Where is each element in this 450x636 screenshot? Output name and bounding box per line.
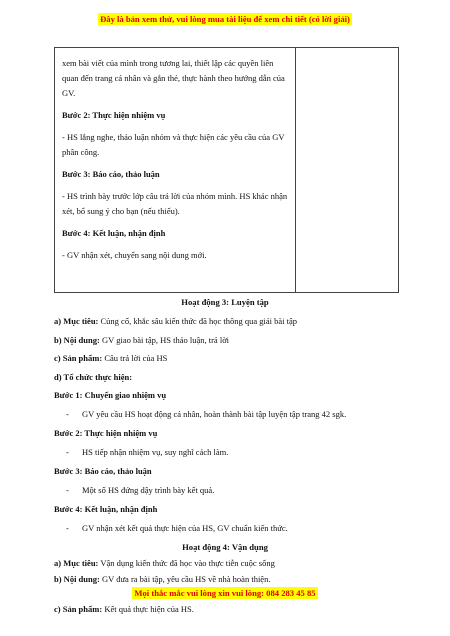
table-paragraph-1: xem bài viết của mình trong tương lai, thiết lập các quyền liên quan đến trang cá nhân và gắn thẻ, thực hành theo hướng dẫn của GV. xyxy=(62,58,285,98)
step-3-bullet: - xyxy=(66,485,69,495)
content-label: b) Nội dung: xyxy=(54,335,100,345)
content-text: GV đưa ra bài tập, yêu cầu HS về nhà hoàn thiện. xyxy=(101,574,271,584)
step-4-heading: Bước 4: Kết luận, nhận định xyxy=(54,504,158,514)
table-paragraph-2: - HS lắng nghe, thảo luận nhóm và thực hiện các yêu cầu của GV phân công. xyxy=(62,132,285,157)
activity-4-title: Hoạt động 4: Vận dụng xyxy=(182,542,268,552)
table-paragraph-3: - HS trình bày trước lớp câu trả lời của nhóm mình. HS khác nhận xét, bổ sung ý cho bạn (nếu thiếu). xyxy=(62,191,288,216)
step-4-bullet: - xyxy=(66,523,69,533)
step-2-item: HS tiếp nhận nhiệm vụ, suy nghĩ cách làm. xyxy=(82,447,229,457)
preview-notice-banner xyxy=(0,14,450,24)
table-paragraph-4: - GV nhận xét, chuyển sang nội dung mới. xyxy=(62,250,207,260)
table-step-3-heading: Bước 3: Báo cáo, thảo luận xyxy=(62,169,160,179)
step-1-heading: Bước 1: Chuyển giao nhiệm vụ xyxy=(54,390,167,400)
activity-4-objective xyxy=(54,558,275,568)
step-2-heading: Bước 2: Thực hiện nhiệm vụ xyxy=(54,428,158,438)
activity-table xyxy=(54,47,399,293)
step-1-item: GV yêu cầu HS hoạt động cá nhân, hoàn thành bài tập luyện tập trang 42 sgk. xyxy=(82,409,347,419)
contact-banner xyxy=(0,588,450,598)
step-2-bullet: - xyxy=(66,447,69,457)
content-label: b) Nội dung: xyxy=(54,574,100,584)
product-text: Kết quả thực hiện của HS. xyxy=(104,604,194,614)
objective-text: Vận dụng kiến thức đã học vào thực tiễn cuộc sống xyxy=(100,558,275,568)
step-3-item: Một số HS đứng dậy trình bày kết quả. xyxy=(82,485,215,495)
preview-notice-text: Đây là bản xem thử, vui lòng mua tài liệu để xem chi tiết (có lời giải) xyxy=(100,14,350,24)
step-1-bullet: - xyxy=(66,409,69,419)
table-step-4-heading: Bước 4: Kết luận, nhận định xyxy=(62,228,166,238)
activity-3-objective xyxy=(54,316,297,326)
table-left-cell xyxy=(62,56,290,270)
activity-3-product xyxy=(54,353,167,363)
objective-label: a) Mục tiêu: xyxy=(54,316,99,326)
table-step-2-heading: Bước 2: Thực hiện nhiệm vụ xyxy=(62,110,166,120)
product-label: c) Sản phẩm: xyxy=(54,604,103,614)
activity-3-organize: d) Tổ chức thực hiện: xyxy=(54,372,133,382)
content-text: GV giao bài tập, HS thảo luận, trả lời xyxy=(101,335,230,345)
product-text: Câu trả lời của HS xyxy=(104,353,168,363)
activity-3-content xyxy=(54,335,229,345)
table-column-divider xyxy=(295,48,296,292)
step-4-item: GV nhận xét kết quả thực hiện của HS, GV chuẩn kiến thức. xyxy=(82,523,288,533)
objective-text: Củng cố, khắc sâu kiến thức đã học thông qua giải bài tập xyxy=(100,316,298,326)
step-3-heading: Bước 3: Báo cáo, thảo luận xyxy=(54,466,152,476)
contact-text: Mọi thắc mắc vui lòng xin vui lòng: 084 283 45 85 xyxy=(134,588,316,598)
activity-4-product xyxy=(54,604,194,614)
activity-3-title: Hoạt động 3: Luyện tập xyxy=(181,297,269,307)
activity-4-content xyxy=(54,574,270,584)
objective-label: a) Mục tiêu: xyxy=(54,558,99,568)
product-label: c) Sản phẩm: xyxy=(54,353,103,363)
